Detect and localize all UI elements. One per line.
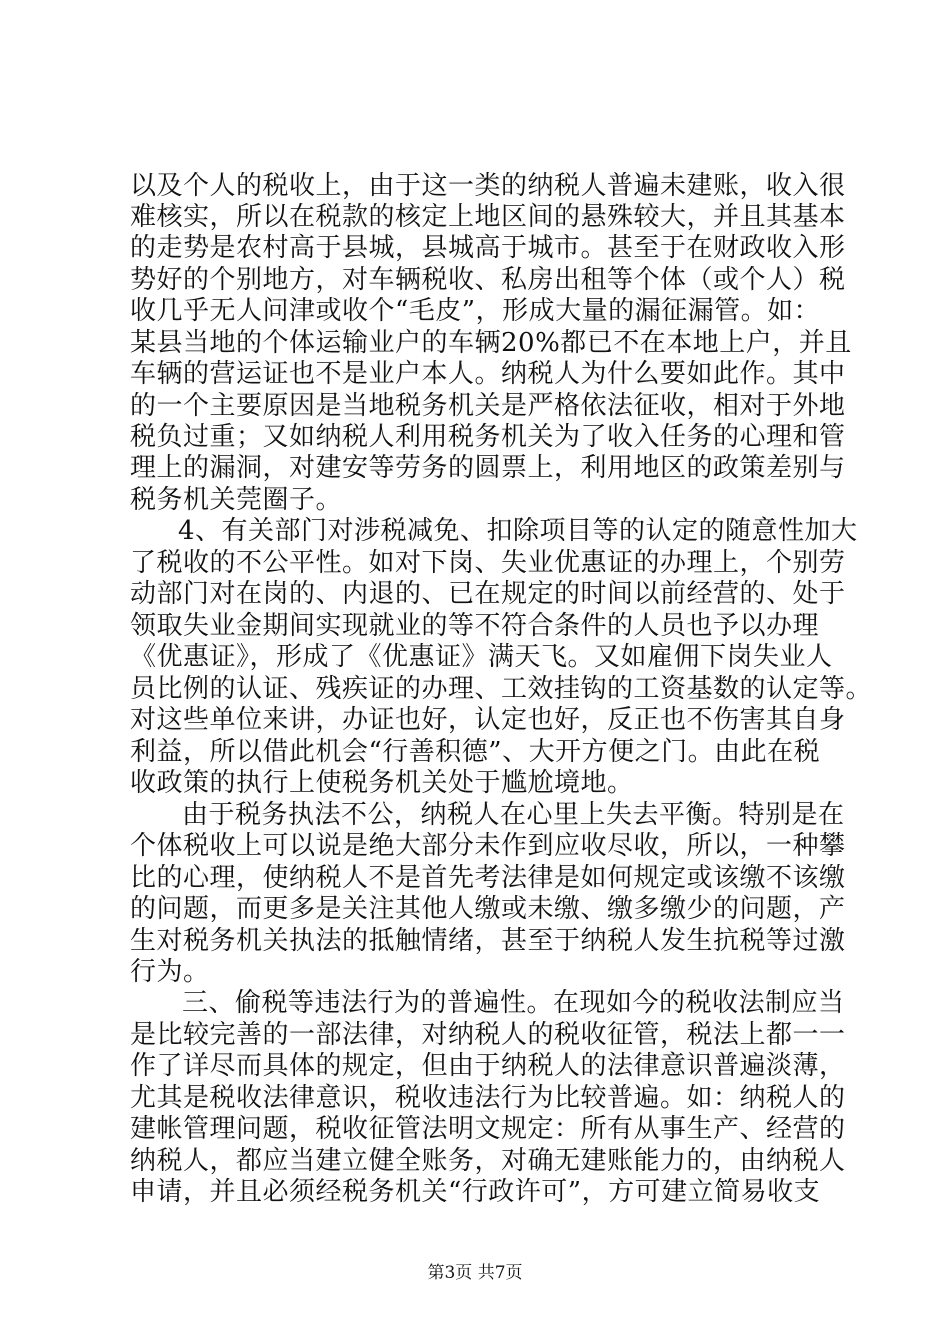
text-line: 了税收的不公平性。如对下岗、失业优惠证的办理上，个别劳	[130, 548, 846, 578]
paragraph-start-line: 由于税务执法不公，纳税人在心里上失去平衡。特别是在	[182, 800, 845, 830]
text-line: 利益，所以借此机会“行善积德”、大开方便之门。由此在税	[130, 737, 821, 767]
text-line: 尤其是税收法律意识，税收违法行为比较普遍。如：纳税人的	[130, 1083, 846, 1113]
text-line: 以及个人的税收上，由于这一类的纳税人普遍未建账，收入很	[130, 171, 846, 201]
page-number-footer: 第3页 共7页	[427, 1263, 523, 1283]
text-line: 建帐管理问题，税收征管法明文规定：所有从事生产、经营的	[130, 1114, 846, 1144]
text-line: 的问题，而更多是关注其他人缴或未缴、缴多缴少的问题，产	[130, 894, 846, 924]
text-line: 车辆的营运证也不是业户本人。纳税人为什么要如此作。其中	[130, 359, 846, 389]
text-line: 理上的漏洞，对建安等劳务的圆票上，利用地区的政策差别与	[130, 453, 846, 483]
text-line: 生对税务机关执法的抵触情绪，甚至于纳税人发生抗税等过激	[130, 926, 846, 956]
text-line: 对这些单位来讲，办证也好，认定也好，反正也不伤害其自身	[130, 705, 846, 735]
text-line: 收几乎无人问津或收个“毛皮”，形成大量的漏征漏管。如：	[130, 296, 821, 326]
text-line: 收政策的执行上使税务机关处于尴尬境地。	[130, 768, 634, 798]
text-line: 难核实，所以在税款的核定上地区间的悬殊较大，并且其基本	[130, 202, 846, 232]
text-line: 作了详尽而具体的规定，但由于纳税人的法律意识普遍淡薄，	[130, 1051, 846, 1081]
text-line: 动部门对在岗的、内退的、已在规定的时间以前经营的、处于	[130, 579, 846, 609]
paragraph-start-line: 4、有关部门对涉税减免、扣除项目等的认定的随意性加大	[178, 516, 858, 546]
paragraph-start-line: 三、偷税等违法行为的普遍性。在现如今的税收法制应当	[182, 988, 845, 1018]
text-line: 申请，并且必须经税务机关“行政许可”，方可建立简易收支	[130, 1177, 821, 1207]
text-line: 的走势是农村高于县城，县城高于城市。甚至于在财政收入形	[130, 233, 846, 263]
text-line: 领取失业金期间实现就业的等不符合条件的人员也予以办理	[130, 611, 820, 641]
text-line: 行为。	[130, 957, 210, 987]
text-line: 是比较完善的一部法律，对纳税人的税收征管，税法上都一一	[130, 1020, 846, 1050]
text-line: 的一个主要原因是当地税务机关是严格依法征收，相对于外地	[130, 391, 846, 421]
text-line: 比的心理，使纳税人不是首先考法律是如何规定或该缴不该缴	[130, 863, 846, 893]
text-line: 《优惠证》，形成了《优惠证》满天飞。又如雇佣下岗失业人	[130, 642, 833, 672]
text-line: 纳税人，都应当建立健全账务，对确无建账能力的，由纳税人	[130, 1146, 846, 1176]
text-line: 税负过重；又如纳税人利用税务机关为了收入任务的心理和管	[130, 422, 846, 452]
text-line: 员比例的认证、残疾证的办理、工效挂钩的工资基数的认定等。	[130, 674, 873, 704]
text-line: 某县当地的个体运输业户的车辆20%都已不在本地上户，并且	[130, 328, 852, 358]
text-line: 税务机关莞圈子。	[130, 485, 343, 515]
text-line: 势好的个别地方，对车辆税收、私房出租等个体（或个人）税	[130, 265, 846, 295]
text-line: 个体税收上可以说是绝大部分未作到应收尽收，所以，一种攀	[130, 831, 846, 861]
